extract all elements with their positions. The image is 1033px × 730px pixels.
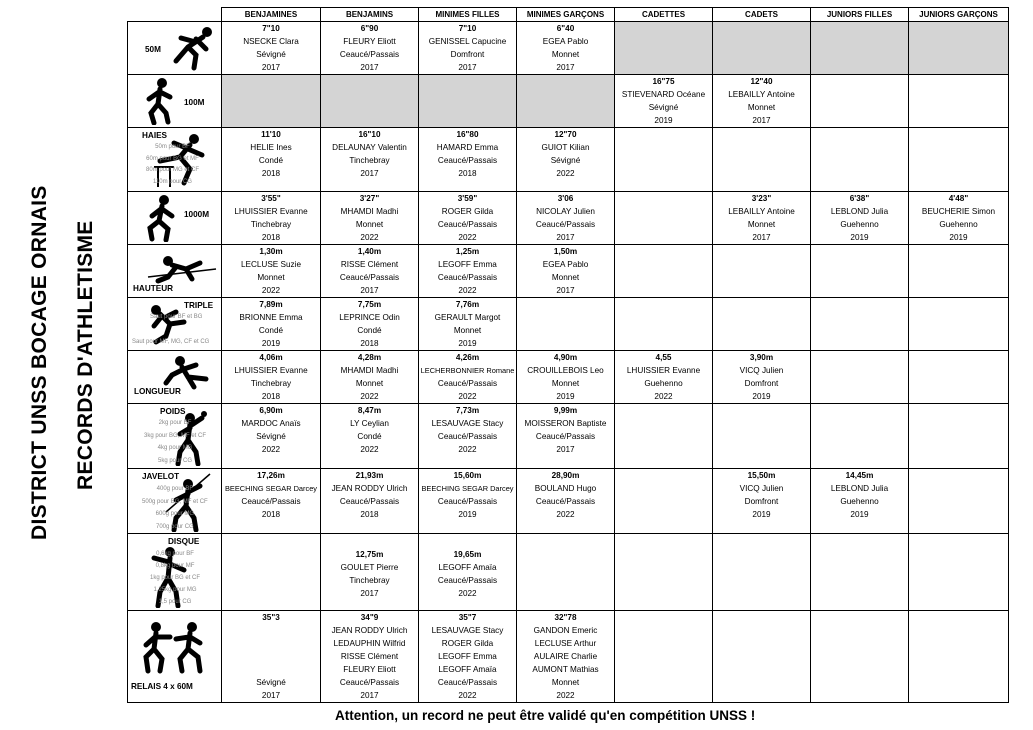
empty-cell (909, 128, 1009, 192)
col-juniors-garcons: JUNIORS GARÇONS (909, 8, 1009, 22)
record-cell: 11'10 HELIE Ines Condé 2018 (222, 128, 321, 192)
row-haies (128, 128, 1009, 192)
row-hauteur (128, 245, 1009, 298)
row-triple (128, 298, 1009, 351)
event-name: JAVELOT (142, 472, 180, 481)
record-cell: 35"7 LESAUVAGE Stacy ROGER Gilda LEGOFF Emma LEGOFF Amaïa Ceaucé/Passais 2022 (419, 611, 517, 703)
unavailable-cell (811, 22, 909, 75)
record-cell: 3'55" LHUISSIER Evanne Tinchebray 2018 (222, 192, 321, 245)
event-name: TRIPLE (184, 301, 214, 310)
empty-cell (811, 351, 909, 404)
empty-cell (811, 245, 909, 298)
record-cell: 3'27" MHAMDI Madhi Monnet 2022 (321, 192, 419, 245)
record-cell: 4,06m LHUISSIER Evanne Tinchebray 2018 (222, 351, 321, 404)
row-relais (128, 611, 1009, 703)
col-benjamines: BENJAMINES (222, 8, 321, 22)
empty-cell (615, 245, 713, 298)
record-cell: 12"70 GUIOT Kilian Sévigné 2022 (517, 128, 615, 192)
record-cell: 1,30m LECLUSE Suzie Monnet 2022 (222, 245, 321, 298)
unavailable-cell (222, 75, 321, 128)
event-javelot (128, 469, 222, 534)
empty-cell (615, 534, 713, 611)
record-cell: 7,73m LESAUVAGE Stacy Ceaucé/Passais 2022 (419, 404, 517, 469)
row-50m (128, 22, 1009, 75)
record-cell: 6'38" LEBLOND Julia Guehenno 2019 (811, 192, 909, 245)
event-relais (128, 611, 222, 703)
empty-cell (713, 298, 811, 351)
empty-cell (713, 404, 811, 469)
empty-cell (909, 611, 1009, 703)
empty-cell (615, 611, 713, 703)
record-cell: 8,47m LY Ceylian Condé 2022 (321, 404, 419, 469)
record-cell: 12"40 LEBAILLY Antoine Monnet 2017 (713, 75, 811, 128)
unavailable-cell (713, 22, 811, 75)
event-disque (128, 534, 222, 611)
empty-cell (811, 75, 909, 128)
event-name: LONGUEUR (134, 387, 181, 396)
record-cell: 12,75m GOULET Pierre Tinchebray 2017 (321, 534, 419, 611)
record-cell: 1,50m EGEA Pablo Monnet 2017 (517, 245, 615, 298)
unavailable-cell (419, 75, 517, 128)
record-cell: 9,99m MOISSERON Baptiste Ceaucé/Passais 2017 (517, 404, 615, 469)
event-hauteur (128, 245, 222, 298)
empty-cell (517, 534, 615, 611)
event-triple (128, 298, 222, 351)
empty-cell (811, 128, 909, 192)
empty-cell (615, 192, 713, 245)
empty-cell (909, 404, 1009, 469)
relay-runners-icon (142, 619, 214, 675)
empty-cell (909, 534, 1009, 611)
record-cell: 3'06 NICOLAY Julien Ceaucé/Passais 2017 (517, 192, 615, 245)
header-row (128, 8, 1009, 22)
record-cell: 19,65m LEGOFF Amaïa Ceaucé/Passais 2022 (419, 534, 517, 611)
empty-cell (811, 298, 909, 351)
event-name: HAUTEUR (133, 284, 174, 293)
record-cell: 17,26m BEECHING SEGAR Darcey Ceaucé/Passais 2018 (222, 469, 321, 534)
event-name: HAIES (142, 131, 168, 140)
record-cell: 3'23" LEBAILLY Antoine Monnet 2017 (713, 192, 811, 245)
unavailable-cell (517, 75, 615, 128)
empty-cell (811, 404, 909, 469)
record-cell: 7,75m LEPRINCE Odin Condé 2018 (321, 298, 419, 351)
empty-cell (909, 75, 1009, 128)
empty-cell (909, 245, 1009, 298)
empty-cell (222, 534, 321, 611)
row-poids (128, 404, 1009, 469)
records-title: RECORDS D'ATHLETISME (74, 220, 97, 490)
record-cell: 1,25m LEGOFF Emma Ceaucé/Passais 2022 (419, 245, 517, 298)
record-cell: 4,55 LHUISSIER Evanne Guehenno 2022 (615, 351, 713, 404)
row-100m (128, 75, 1009, 128)
record-cell: 16"80 HAMARD Emma Ceaucé/Passais 2018 (419, 128, 517, 192)
col-cadets: CADETS (713, 8, 811, 22)
event-name: 50M (145, 45, 161, 54)
record-cell: 3'59" ROGER Gilda Ceaucé/Passais 2022 (419, 192, 517, 245)
footer-note: Attention, un record ne peut être validé qu'en compétition UNSS ! (335, 708, 756, 723)
record-cell: 4,26m LECHERBONNIER Romane Ceaucé/Passais 2022 (419, 351, 517, 404)
event-haies (128, 128, 222, 192)
record-cell: 7,76m GERAULT Margot Monnet 2019 (419, 298, 517, 351)
event-name: 1000M (184, 210, 210, 219)
col-minimes-garcons: MINIMES GARÇONS (517, 8, 615, 22)
empty-cell (713, 534, 811, 611)
record-cell: 4,28m MHAMDI Madhi Monnet 2022 (321, 351, 419, 404)
empty-cell (615, 404, 713, 469)
event-longueur (128, 351, 222, 404)
event-100m (128, 75, 222, 128)
col-benjamins: BENJAMINS (321, 8, 419, 22)
unavailable-cell (909, 22, 1009, 75)
record-cell: 4'48" BEUCHERIE Simon Guehenno 2019 (909, 192, 1009, 245)
record-cell: 7,89m BRIONNE Emma Condé 2019 (222, 298, 321, 351)
record-cell: 6"90 FLEURY Eliott Ceaucé/Passais 2017 (321, 22, 419, 75)
records-table (127, 7, 1009, 703)
record-cell: 7"10 NSECKE Clara Sévigné 2017 (222, 22, 321, 75)
record-cell: 16"75 STIEVENARD Océane Sévigné 2019 (615, 75, 713, 128)
empty-cell (713, 611, 811, 703)
district-title: DISTRICT UNSS BOCAGE ORNAIS (28, 185, 51, 540)
record-cell: 34"9 JEAN RODDY Ulrich LEDAUPHIN Wilfrid RISSE Clément FLEURY Eliott Ceaucé/Passais 2017 (321, 611, 419, 703)
event-50m (128, 22, 222, 75)
record-cell: 14,45m LEBLOND Julia Guehenno 2019 (811, 469, 909, 534)
event-notes: Saut pour BF et BG (150, 314, 203, 320)
empty-cell (909, 469, 1009, 534)
empty-cell (615, 298, 713, 351)
empty-cell (713, 128, 811, 192)
record-cell: 3,90m VICQ Julien Domfront 2019 (713, 351, 811, 404)
record-cell: 1,40m RISSE Clément Ceaucé/Passais 2017 (321, 245, 419, 298)
record-cell: 35"3 Sévigné 2017 (222, 611, 321, 703)
record-cell: 4,90m CROUILLEBOIS Leo Monnet 2019 (517, 351, 615, 404)
record-cell: 6"40 EGEA Pablo Monnet 2017 (517, 22, 615, 75)
empty-cell (811, 534, 909, 611)
record-cell: 32"78 GANDON Emeric LECLUSE Arthur AULAIRE Charlie AUMONT Mathias Monnet 2022 (517, 611, 615, 703)
record-cell: 6,90m MARDOC Anaïs Sévigné 2022 (222, 404, 321, 469)
record-cell: 16"10 DELAUNAY Valentin Tinchebray 2017 (321, 128, 419, 192)
record-cell: 21,93m JEAN RODDY Ulrich Ceaucé/Passais 2018 (321, 469, 419, 534)
sprinter-icon (144, 77, 178, 125)
row-disque (128, 534, 1009, 611)
record-cell: 7"10 GENISSEL Capucine Domfront 2017 (419, 22, 517, 75)
col-cadettes: CADETTES (615, 8, 713, 22)
event-name: DISQUE (168, 537, 200, 546)
runner-icon (144, 194, 180, 242)
header-corner (128, 8, 222, 22)
empty-cell (811, 611, 909, 703)
event-notes: 2kg pour BF 3kg pour BG, MF et CF 4kg pour MG 5kg pour CG (144, 420, 207, 464)
event-poids (128, 404, 222, 469)
empty-cell (909, 298, 1009, 351)
col-minimes-filles: MINIMES FILLES (419, 8, 517, 22)
unavailable-cell (321, 75, 419, 128)
event-notes: 400g pour BF 500g pour BG, MF et CF 600g pour MG 700g pour CG (142, 486, 208, 530)
sprinter-start-icon (166, 25, 218, 71)
empty-cell (615, 469, 713, 534)
unavailable-cell (615, 22, 713, 75)
row-1000m (128, 192, 1009, 245)
record-cell: 15,60m BEECHING SEGAR Darcey Ceaucé/Passais 2019 (419, 469, 517, 534)
event-name: POIDS (160, 407, 186, 416)
event-notes: 50m pour BF 60m pour BG et MF 80m pour MG et CF 110m pour CG (146, 144, 200, 185)
record-cell: 15,50m VICQ Julien Domfront 2019 (713, 469, 811, 534)
row-longueur (128, 351, 1009, 404)
record-cell: 28,90m BOULAND Hugo Ceaucé/Passais 2022 (517, 469, 615, 534)
event-name: 100M (184, 98, 205, 107)
empty-cell (517, 298, 615, 351)
event-notes: 0,6kg pour BF 0,8kg pour MF 1kg pour BG et CF 1,25kg pour MG 1,5 pour CG (150, 551, 201, 605)
event-notes: Saut pour MF, MG, CF et CG (132, 339, 210, 345)
row-javelot (128, 469, 1009, 534)
empty-cell (713, 245, 811, 298)
empty-cell (615, 128, 713, 192)
event-name: RELAIS 4 x 60M (131, 682, 193, 691)
empty-cell (909, 351, 1009, 404)
event-1000m (128, 192, 222, 245)
col-juniors-filles: JUNIORS FILLES (811, 8, 909, 22)
